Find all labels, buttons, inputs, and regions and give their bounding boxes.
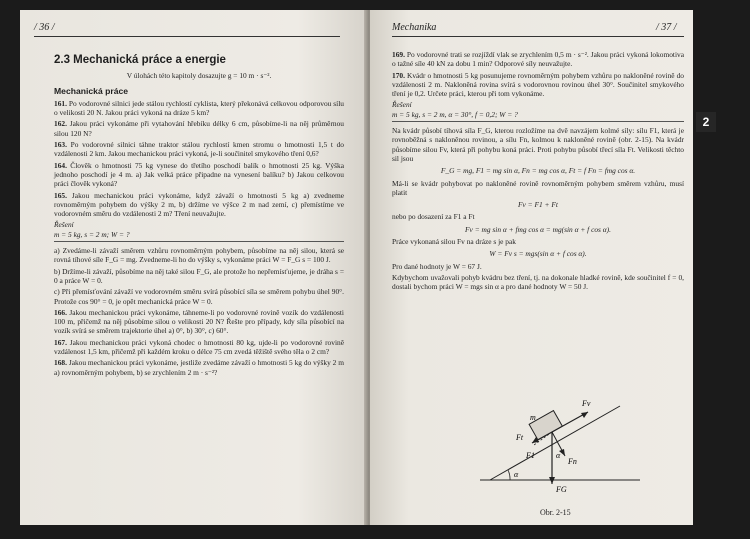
section-title: 2.3 Mechanická práce a energie <box>54 54 226 66</box>
problem-170: 170. Kvádr o hmotnosti 5 kg posunujeme rovnoměrným pohybem vzhůru po nakloněné rovině do vzdálenosti 2 m. Nakloněná rovina svírá s vodorovnou rovinou úhel 30°. Součinitel smykového tření je 0,2. Určete práci, kterou při tom vykonáme. <box>392 70 684 99</box>
equation-fv-expanded: Fv = mg sin α + fmg cos α = mg(sin α + f cos α). <box>465 224 611 234</box>
section-note: V úlohách této kapitoly dosazujte g = 10 m · s⁻². <box>126 71 272 81</box>
solution-step-a: a) Zvedáme-li závaží směrem vzhůru rovnoměrným pohybem, působíme na něj silou, která se rovná tíhové síle F_G = mg. Zvedneme-li ho do výšky s, vykonáme práci W = F_G s = 100 J. <box>54 246 344 265</box>
problem-162: 162. Jakou práci vykonáme při vytahování hřebíku délky 6 cm, působíme-li na něj průměrnou silou 120 N? <box>54 119 344 138</box>
f1-label: F1 <box>526 451 535 460</box>
problem-163: 163. Po vodorovné silnici táhne traktor stálou rychlostí kmen stromu o hmotnosti 1,5 t do vzdálenosti 2 km. Jakou mechanickou práci vykoná, je-li součinitel smykového tření 0,6? <box>54 140 344 159</box>
equation-fv: Fv = F1 + Ft <box>518 200 558 210</box>
ft-label: Ft <box>516 433 524 442</box>
fg-label: FG <box>556 485 567 494</box>
paragraph-uniform: Má-li se kvádr pohybovat po nakloněné rovině rovnoměrným pohybem směrem vzhůru, musí platit <box>392 178 684 197</box>
left-page-number: / 36 / <box>34 22 55 33</box>
alpha-label-1: α <box>514 470 519 479</box>
problem-161: 161. Po vodorovné silnici jede stálou rychlostí cyklista, který překonává celkovou odporovou sílu o velikosti 20 N. Jakou práci vykoná na dráze 5 km? <box>54 98 344 118</box>
paragraph-result: Pro dané hodnoty je W = 67 J. <box>392 261 482 271</box>
solution-label: Řešení <box>54 220 74 230</box>
solution-given: m = 5 kg, s = 2 m; W = ? <box>54 229 130 239</box>
inclined-plane-figure <box>470 378 650 496</box>
alpha-label-2: α <box>556 451 561 460</box>
fn-label: Fn <box>568 457 577 466</box>
solution-separator <box>54 241 344 242</box>
alpha-arc-1 <box>508 470 510 480</box>
problem-166: 166. Jakou mechanickou práci vykonáme, táhneme-li po vodorovné rovině vozík do vzdálenosti 100 m, přičemž na něj působíme silou o velikosti 20 N? Řešte pro případy, kdy síla působící na vozík svírá se směrem trajektorie úhel a) 0°, b) 30°, c) 60°. <box>54 307 344 336</box>
problem-167: 167. Jakou mechanickou práci vykoná chodec o hmotnosti 80 kg, ujde-li po vodorovné rovině vzdálenost 1,5 km, přičemž při každém kroku o délce 75 cm zvedá těžiště svého těla o 2 cm? <box>54 337 344 357</box>
problem-164: 164. Člověk o hmotnosti 75 kg vynese do třetího poschodí balík o hmotnosti 25 kg. Výška jednoho poschodí je 4 m. a) Jak velká práce připadne na vynesení balíku? b) Jakou celkovou práci člověk vykoná? <box>54 160 344 189</box>
chapter-tab: 2 <box>696 112 716 132</box>
right-page-content <box>392 50 684 294</box>
figure-caption: Obr. 2-15 <box>540 508 571 517</box>
solution-separator-right <box>392 121 684 122</box>
solution-step-b: b) Držíme-li závaží, působíme na něj také silou F_G, ale protože ho nepřemísťujeme, je dráha s = 0 a práce W = 0. <box>54 266 344 285</box>
left-page-content <box>54 50 344 379</box>
right-header-rule <box>392 36 684 37</box>
right-page-header: Mechanika <box>392 22 437 33</box>
fv-label: Fv <box>582 399 591 408</box>
solution-step-c: c) Při přemísťování závaží ve vodorovném směru svírá působící síla se směrem pohybu úhel 90°. Protože cos 90° = 0, je opět mechanická práce W = 0. <box>54 287 344 306</box>
equation-work: W = Fv s = mgs(sin α + f cos α). <box>489 249 587 259</box>
paragraph-frictionless: Kdybychom uvažovali pohyb kvádru bez tření, tj. na dokonale hladké rovině, kde součinitel f = 0, dostali bychom práci W = mgs sin α a pro dané hodnoty W = 50 J. <box>392 272 684 292</box>
subsection-title: Mechanická práce <box>54 85 129 96</box>
problem-169: 169. Po vodorovné trati se rozjíždí vlak se zrychlením 0,5 m · s⁻². Jakou práci vykoná lokomotiva o tažné síle 40 kN za dobu 1 min? Odporové síly neuvažujte. <box>392 50 684 69</box>
paragraph-work: Práce vykonaná silou Fv na dráze s je pak <box>392 237 516 247</box>
problem-165: 165. Jakou mechanickou práci vykonáme, když závaží o hmotnosti 5 kg a) zvedneme rovnoměrným pohybem do výšky 2 m, b) držíme ve výšce 2 m nad zemí, c) přemístíme ve vodorovném směru do vzdálenosti 2 m? Tření neuvažujte. <box>54 190 344 219</box>
left-header-rule <box>34 36 340 37</box>
solution-given-right: m = 5 kg, s = 2 m, α = 30°, f = 0,2; W = ? <box>392 109 518 119</box>
paragraph-substitute: nebo po dosazení za F1 a Ft <box>392 212 475 222</box>
mass-label: m <box>530 413 536 422</box>
problem-168: 168. Jakou mechanickou práci vykonáme, jestliže zvedáme závaží o hmotnosti 5 kg do výšky 2 m a) rovnoměrným pohybem, b) se zrychlením 2 m · s⁻²? <box>54 358 344 377</box>
equation-forces: F_G = mg, F1 = mg sin α, Fn = mg cos α, Ft = f Fn = fmg cos α. <box>440 166 636 176</box>
paragraph-forces: Na kvádr působí tíhová síla F_G, kterou rozložíme na dvě navzájem kolmé síly: sílu F1, která je rovnoběžná s nakloněnou rovinou, a sílu Fn, kolmou k nakloněné rovině (obr. 2-15). Na kvádr působíme silou Fv, která při pohybu koná práci. Proti pohybu působí třecí síla Ft. Velikosti těchto sil jsou <box>392 126 684 163</box>
solution-label-right: Řešení <box>392 100 412 110</box>
right-page-number: / 37 / <box>656 22 677 33</box>
